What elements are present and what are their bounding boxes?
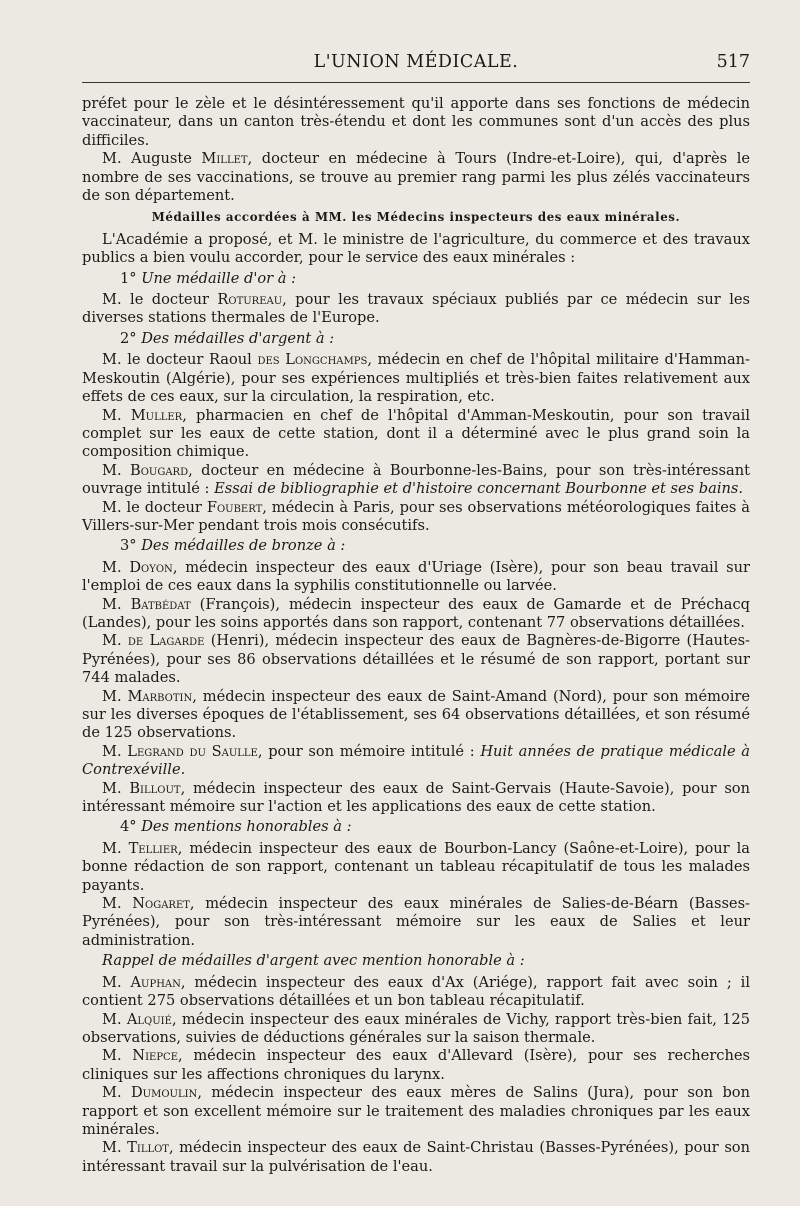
text: M. [102, 1047, 133, 1065]
text: M. [102, 595, 131, 613]
text: , docteur en médecine à Tours (Indre-et-Loire), qui, d'après le nombre de ses vaccinations, se trouve au premier rang parmi les plus zélés vaccinateurs de son département. [82, 150, 750, 205]
person-name: Niepce [132, 1047, 178, 1065]
text: , médecin à Paris, pour ses observations météorologiques faites à Villers-sur-Mer pendant trois mois consécutifs. [82, 498, 750, 534]
text: M. [102, 558, 130, 576]
page-number: 517 [716, 52, 750, 72]
text: M. le docteur Raoul [102, 351, 258, 369]
subheading-number: 1° [120, 269, 142, 287]
subheading-text: Des mentions honorables à : [141, 818, 352, 836]
text: , pharmacien en chef de l'hôpital d'Amman-Meskoutin, pour son travail complet sur les eaux de cette station, dont il a déterminé avec le plus grand soin la composition chimique. [82, 406, 750, 461]
paragraph-academie: L'Académie a proposé, et M. le ministre de l'agriculture, du commerce et des travaux publics a bien voulu accorder, pour le service des eaux minérales : [82, 230, 750, 267]
paragraph-marbotin [82, 688, 750, 743]
main-text [82, 95, 750, 1176]
text: M. le docteur [102, 498, 207, 516]
text: , médecin inspecteur des eaux minérales de Vichy, rapport très-bien fait, 125 observations, suivies de déductions générales sur la saison thermale. [82, 1010, 750, 1046]
text: M. [102, 632, 128, 650]
person-name: Auphan [130, 973, 181, 991]
text: , médecin inspecteur des eaux d'Allevard (Isère), pour ses recherches cliniques sur les affections chroniques du larynx. [82, 1047, 750, 1083]
subheading-number: 2° [120, 329, 142, 347]
subheading-text: Des médailles de bronze à : [141, 537, 346, 555]
work-title: Essai de bibliographie et d'histoire concernant Bourbonne et ses bains. [214, 480, 744, 498]
text: , pour les travaux spéciaux publiés par ce médecin sur les diverses stations thermales de l'Europe. [82, 291, 750, 327]
text: M. Auguste [102, 150, 202, 168]
text: , docteur en médecine à Bourbonne-les-Bains, pour son très-intéressant ouvrage intitulé : [82, 461, 750, 498]
person-name: Tellier [128, 839, 178, 857]
paragraph-lagarde [82, 632, 750, 687]
person-name: Billout [129, 779, 181, 797]
text: , médecin inspecteur des eaux de Saint-Christau (Basses-Pyrénées), pour son intéressant travail sur la pulvérisation de l'eau. [82, 1139, 750, 1175]
paragraph-legrand-du-saulle [82, 743, 750, 780]
work-title: Huit années de pratique médicale à Contrexéville. [82, 742, 750, 779]
person-name: Doyon [129, 558, 173, 576]
subheading-recall-silver: Rappel de médailles d'argent avec mention honorable à : [102, 952, 525, 970]
text: M. [102, 687, 128, 705]
text: M. [102, 461, 130, 479]
paragraph-muller [82, 407, 750, 462]
person-name: Foubert [206, 498, 263, 516]
text: (François), médecin inspecteur des eaux de Gamarde et de Préchacq (Landes), pour les soins apportés dans son rapport, contenant 77 observations détaillées. [82, 595, 750, 631]
person-name: Muller [130, 406, 183, 424]
text: M. [102, 895, 133, 913]
person-name: Bougard [129, 461, 189, 479]
subheading-honorable-mentions [82, 818, 750, 836]
person-name: Marbotin [127, 687, 193, 705]
text: M. [102, 742, 128, 760]
person-name: Legrand du Saulle [127, 742, 258, 760]
section-heading: Médailles accordées à MM. les Médecins inspecteurs des eaux minérales. [151, 210, 681, 225]
paragraph-auphan [82, 974, 750, 1011]
text: , médecin inspecteur des eaux de Saint-Amand (Nord), pour son mémoire sur les diverses époques de l'établissement, ses 64 observations détaillées, et son résumé de 125 observations. [82, 687, 750, 742]
text: M. [102, 779, 130, 797]
subheading-text: Une médaille d'or à : [141, 269, 297, 287]
paragraph-prefet: préfet pour le zèle et le désintéressement qu'il apporte dans ses fonctions de médecin vaccinateur, dans un canton très-étendu et dont les communes sont d'un accès des plus difficiles. [82, 95, 750, 149]
paragraph-foubert [82, 499, 750, 536]
subheading-silver-medals [82, 330, 750, 348]
text: , médecin inspecteur des eaux de Saint-Gervais (Haute-Savoie), pour son intéressant mémoire sur l'action et les applications des eaux de cette station. [82, 779, 750, 816]
paragraph-billout [82, 780, 750, 817]
text: , médecin inspecteur des eaux minérales de Salies-de-Béarn (Basses-Pyrénées), pour son très-intéressant mémoire sur les eaux de Salies et leur administration. [82, 895, 750, 949]
paragraph-bougard [82, 462, 750, 499]
paragraph-tellier [82, 840, 750, 895]
text: M. [102, 406, 131, 424]
paragraph-rotureau [82, 291, 750, 328]
person-name: Tillot [127, 1139, 169, 1157]
paragraph-dumoulin [82, 1084, 750, 1139]
text: , pour son mémoire intitulé : [257, 742, 481, 760]
subheading-number: 4° [120, 818, 142, 836]
paragraph-doyon [82, 559, 750, 596]
running-title: L'UNION MÉDICALE. [313, 52, 519, 72]
text: , médecin en chef de l'hôpital militaire d'Hamman-Meskoutin (Algérie), pour ses expériences multipliés et très-bien faites relativement aux effets de ces eaux, sur la circulation, la respiration, etc. [82, 351, 750, 406]
paragraph-niepce [82, 1047, 750, 1084]
paragraph-longchamps [82, 351, 750, 406]
subheading-number: 3° [120, 537, 142, 555]
person-name: des Longchamps [257, 351, 368, 369]
subheading-bronze-medals [82, 537, 750, 555]
paragraph-alquie [82, 1011, 750, 1048]
person-name: de Lagarde [127, 632, 205, 650]
text: , médecin inspecteur des eaux d'Ax (Ariége), rapport fait avec soin ; il contient 275 observations détaillées et un bon tableau récapitulatif. [82, 973, 750, 1010]
text: , médecin inspecteur des eaux de Bourbon-Lancy (Saône-et-Loire), pour la bonne rédaction de son rapport, contenant un tableau récapitulatif de tous les malades payants. [82, 839, 750, 894]
text: (Henri), médecin inspecteur des eaux de Bagnères-de-Bigorre (Hautes-Pyrénées), pour ses 86 observations détaillées et le résumé de son rapport, portant sur 744 malades. [82, 632, 750, 687]
person-name: Nogaret [132, 895, 190, 913]
text: M. le docteur [102, 291, 218, 309]
text: M. [102, 839, 129, 857]
text: M. [102, 1084, 131, 1102]
text: M. [102, 1139, 128, 1157]
text: M. [102, 1010, 127, 1028]
text: M. [102, 973, 131, 991]
text: , médecin inspecteur des eaux mères de Salins (Jura), pour son bon rapport et son excellent mémoire sur le traitement des maladies chroniques par les eaux minérales. [82, 1084, 750, 1138]
person-name: Millet [201, 150, 248, 168]
person-name: Rotureau [217, 291, 283, 309]
paragraph-millet [82, 150, 750, 205]
paragraph-nogaret [82, 895, 750, 950]
subheading-gold-medal [82, 270, 750, 288]
page-header [82, 0, 750, 70]
paragraph-batbedat [82, 596, 750, 633]
person-name: Dumoulin [130, 1084, 198, 1102]
text: , médecin inspecteur des eaux d'Uriage (Isère), pour son beau travail sur l'emploi de ces eaux dans la syphilis constitutionnelle ou larvée. [82, 558, 750, 595]
subheading-text: Des médailles d'argent à : [141, 329, 335, 347]
header-rule [82, 82, 750, 83]
person-name: Alquié [126, 1010, 172, 1028]
paragraph-tillot [82, 1139, 750, 1176]
person-name: Batbédat [130, 595, 191, 613]
